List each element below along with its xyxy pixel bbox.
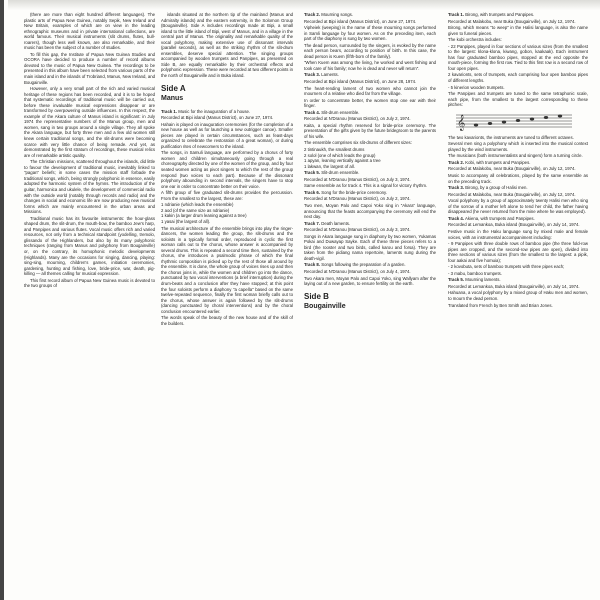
track-text: Recorded at Lemankoa, Buka island (Bougainville), on July 14, 1974.	[448, 283, 580, 289]
track-paragraph	[304, 79, 436, 85]
track-number: Track 1.	[161, 108, 178, 114]
track-paragraph	[448, 264, 588, 270]
track-text: Recorded at N'Dranou (Manus District), on July 3, 1974.	[304, 227, 411, 233]
track-paragraph	[304, 123, 436, 140]
track-text: Kobi, with trumpets and Panpipes.	[464, 159, 531, 165]
track-entry	[448, 185, 588, 191]
track-text: Hahain is played on inauguration ceremonies (for the completion of a new house as well as for launching a new outrigger canoe). Smaller pieces are played in certain circumstances, such as feast-days organized to celebrate the restoration of a great woman), or during purification rites of newcomers to the island.	[161, 121, 293, 149]
track-number: Track 3.	[304, 72, 321, 78]
track-text: The ensemble comprises six slit-drums of different sizes:	[304, 140, 412, 146]
track-paragraph	[161, 315, 293, 326]
track-number: Track 2.	[448, 159, 465, 165]
track-number: Track 4.	[304, 109, 321, 115]
track-text: 2 kavarionts, sets of trumpets, each comprising four open bamboo pipes of different lengths.	[448, 72, 588, 84]
track-entry	[304, 12, 436, 18]
track-number: Track 7.	[304, 220, 321, 226]
track-entry	[304, 221, 436, 227]
track-text: Two men, Moyan Palo and Capoi Yoko sing in "Akara" language, announcing that the feasts accompanying the ceremony will end the next day.	[304, 202, 436, 220]
track-text: Death laments.	[320, 220, 351, 226]
track-text: Songs in Akara language sung in diaphony by two women, Yukamas Pokai and Duwayap Sayke. Each of these three pieces refers to a bird (the rooster and two birds, called karou and forsa). They are taken from the pidiang nama repertoire, laments sung during the death-vigil.	[304, 233, 436, 261]
column-1	[24, 12, 155, 596]
track-paragraph	[304, 147, 436, 169]
side-a-place: Manus	[161, 94, 184, 102]
side-b-heading: Side B	[304, 291, 329, 301]
track-text: Mourning songs.	[320, 12, 353, 17]
track-text: Recorded at Lemankoa, Buka island (Bougainville), on July 14, 1974.	[448, 222, 580, 228]
track-text: - 9 Panpipes with three double rows of bamboo pipe (the three fold-row pipes are cropped, and the second-row pipes are open), divided into three sections of various sizes (from the smallest to the largest: a pipik, four aakai and five homuia);	[448, 241, 588, 263]
track-paragraph	[448, 72, 588, 83]
track-paragraph	[304, 98, 436, 109]
track-text: Recorded at Malakobu, near Buka (Bougainville), on July 12, 1974.	[448, 166, 576, 172]
track-number: Track 4.	[448, 215, 465, 221]
track-paragraph	[448, 241, 588, 263]
track-paragraph	[448, 25, 588, 36]
track-text: Recorded at N'Dranou (Manus District), on July 2, 1974.	[304, 196, 411, 202]
music-staff-icon	[454, 111, 574, 131]
track-paragraph	[448, 192, 588, 198]
track-text: - 5 kinerion wooden trumpets.	[448, 84, 505, 90]
track-entry	[448, 216, 588, 222]
track-text: Recorded at Bipi island (Manus District), on June 27, 1974.	[304, 18, 417, 24]
track-paragraph	[448, 222, 588, 228]
track-number: Track 2.	[304, 12, 321, 17]
track-paragraph	[304, 276, 436, 287]
track-paragraph	[448, 173, 588, 184]
track-text: Recorded at N'Dranou (Manus District), on July 3, 1974.	[304, 176, 411, 182]
track-text: 2 tintinaukh, the smallest drums 2 solol (one of which leads the group) 1 apyan, leaning vertically against a tree 1 lakwan, the largest of all.	[304, 147, 381, 169]
track-paragraph	[304, 25, 436, 42]
svg-text:𝄞: 𝄞	[457, 114, 466, 131]
track-text: The kobi orchestra includes:	[448, 37, 502, 43]
side-b-place: Bougainville	[304, 302, 346, 310]
track-paragraph	[448, 303, 588, 309]
track-paragraph	[448, 198, 588, 215]
track-number: Track 1.	[448, 12, 465, 17]
paragraph: islands situated at the northern tip of the mainland (Manus and Admiralty islands) and the eastern extremity, in the Solomon Group (Bougainville). Side A includes recordings made at Bipi, a small island to the little island of Bipi, west of Manus, and in a village in the central part of Manus. The originality and remarkable quality of the vocal polyphony, making extensive use of dissonant intervals (parallel seconds), as well as the striking rhythm of the slit-drum ensembles, deserve special attention. The singing groups accompanied by wooden trumpets and Panpipes, as presented on Side B, are equally remarkable by their orchestral effects and polyphonic expression. These were recorded at two different points in the north of Bougainville and in Buka island.	[161, 12, 293, 79]
track-text: Birong, with trumpets and Panpipes.	[464, 12, 535, 17]
track-text: Music for the inauguration of a house.	[177, 108, 251, 114]
track-entry	[448, 12, 588, 18]
track-paragraph	[448, 166, 588, 172]
track-paragraph	[448, 135, 588, 141]
column-4	[448, 12, 588, 596]
track-text: Birong, by a group of Halisi men.	[464, 185, 528, 191]
track-text: In order to concentrate better, the women stop one ear with their finger.	[304, 97, 436, 109]
track-paragraph	[448, 290, 588, 301]
track-paragraph	[161, 202, 293, 224]
track-paragraph	[161, 226, 293, 315]
paragraph: However, only a very small part of the rich and varied musical heritage of these regions has been recorded, and it is to be hoped that systematic recordings of traditional music will be carried out, before these invaluable musical expressions disappear or are transformed by overpowering outside influences. In this respect, the example of the Akara culture of Manus island is significant: in July 1974 the representative numbers of the Manus group, men and women, sang in two groups around a single village. They all spoke the Akara language, but forty three men and a few old women still knew certain traditional songs, and the slit-drums were becoming scarce with very little chance of being remade. And yet, as demonstrated by the first stratum of recordings, these musical relics are of remarkable artistic quality.	[24, 86, 155, 158]
track-entry	[448, 160, 588, 166]
track-text: - 22 Panpipes, played in four sections of various sizes (from the smallest to the largest: klona-klona, kiwang, gobon, kaakaak). Each instrument has four graduated bamboo pipes, stopped at the end opposite the mouth-piece, forming the first row. Tied to this first row is a second row of four open pipes.	[448, 43, 588, 71]
track-entry	[304, 262, 436, 268]
track-text: - 3 mabu, bamboo trumpets.	[448, 270, 502, 276]
track-text: Recorded at Bipi island (Manus District), on June 27, 1974.	[161, 115, 274, 121]
track-paragraph	[448, 229, 588, 240]
track-paragraph	[448, 19, 588, 25]
track-text: The heart-rending lament of two women who cannot join the mourners of a relative who died far from the village.	[304, 85, 436, 97]
track-text: Hahuana, a vocal polyphony by a mixed group of Haku men and women, to mourn the dead person.	[448, 290, 588, 301]
track-number: Track 6.	[304, 189, 321, 195]
track-entry	[304, 170, 436, 176]
track-text: The dead person, surrounded by the singers, is evoked by the name each person bears, according to position of birth. In this case, the dead person is Kuem (fifth-born of the family).	[304, 42, 436, 59]
track-text: The musicians (both instrumentalists and singers) form a turning circle.	[448, 153, 583, 159]
track-paragraph	[161, 115, 293, 121]
track-text: Music to accompany all celebrations, played by the same ensemble as on the preceding track.	[448, 173, 588, 184]
track-paragraph	[448, 85, 588, 91]
column-3	[304, 12, 436, 596]
track-text: Vipheiek (weeping) is the name of these mourning songs performed in Samli language by four women. As on the preceding item, each part of the diaphony is sung by two women.	[304, 25, 436, 42]
track-text: Akiena, with trumpets and Panpipes.	[464, 215, 535, 221]
track-paragraph	[161, 190, 293, 201]
track-text: - 2 kovobuta, sets of bamboo trumpets with three pipes each;	[448, 264, 565, 270]
side-a-heading: Side A	[161, 83, 186, 93]
track-paragraph	[304, 183, 436, 189]
track-text: Translated from French by Ben Smith and Brian Jones.	[448, 302, 553, 308]
track-paragraph	[304, 203, 436, 220]
track-text: The songs, in Samuli language, are performed by a chorus of forty women and children simultaneously going through a real choreography directed by one of the women of the group, and by four seated women acting as pivot singers to which the rest of the group respond (two voices to each part). Because of the dissonant polyphony abounding in second intervals, the singers have to stop one ear in order to concentrate better on their voice.	[161, 150, 293, 189]
paragraph: To fill this gap, the Institute of Papua New Guinea Studies and OCORA have decided to produce a number of record albums devoted to the music of Papua New Guinea. The recordings to be presented in this album have been selected from various parts of the main island and in the islands of Trobriand, Manus, New Ireland, and Bougainville.	[24, 51, 155, 85]
track-paragraph	[448, 271, 588, 277]
track-text: Two Akara men, Moyan Palo and Capoi Yoko, sing Wallyam after the laying out of a new garden, to ensure fertility on the earth.	[304, 275, 436, 287]
track-text: The musical architecture of the ensemble brings into play the ringer-dancers, the women leading the group, the slit-drums and the soloists in a typically formal order, reproduced in cyclic the first woman calls out to the chorus, whose answer is accompanied by several drums. This is repeated a second time then, sustained by the chorus, she introduces a psalmodic phrase of which the final rhythmic composition is picked up by the rest of those all around by the ensemble. It is done, the whole group of voices rises up and then the chorus joins in, while the women and children go into the dance, punctuated by two vocal interventions (a brief interruption) during the drum-beats and a conclusion after they have stopped; at this point the four soloists perform a diaphony "a capella" based on the same twelve-repeated sequence, finally the first woman briefly calls out to the chorus, whose answer is again followed by the slit-drums (dancing punctuated by choral interventions) and by the choral conclusion encountered earlier.	[161, 225, 293, 314]
track-text: The words speak of the beauty of the new house and of the skill of the builders.	[161, 315, 293, 326]
track-text: Festive music in the Haku language sung by mixed male and female voices, with an instrumental accompaniment including:	[448, 228, 588, 240]
paragraph: The Christian missions, scattered throughout the islands, did little to favour the development of traditional music, inevitably linked to "pagan" beliefs; in some cases the mission staff forbade the traditional songs, which, being strongly polyphonic in essence, easily adopted the harmonic system of the hymns. The introduction of the guitar, harmonica and ukulele, the development of commercial radio with the outside world (notably through records and radio) and the changes in social and economic life are now producing new musical forms which are mainly encountered in the urban areas and Missions.	[24, 159, 155, 215]
track-paragraph	[304, 43, 436, 60]
track-text: The Panpipes and trumpets are tuned to the same tetraphonic scale, each pipe, from the smallest to the largest corresponding to these pitches:	[448, 91, 588, 108]
track-paragraph	[304, 196, 436, 202]
track-text: Recorded at Bipi island (Manus District), on June 28, 1974.	[304, 79, 417, 85]
track-text: The two kavarionts, the instruments are tuned to different octaves.	[448, 134, 574, 140]
track-text: Mourning laments.	[464, 277, 501, 283]
track-paragraph	[304, 269, 436, 275]
track-paragraph	[304, 60, 436, 71]
track-number: Track 8.	[304, 262, 321, 268]
track-paragraph	[448, 91, 588, 108]
track-paragraph	[304, 234, 436, 262]
paragraph: Traditional music has its favourite instruments: the hour-glass shaped drum, the slit-drum, the mouth-bow, the bamboo Jew's harp, and Panpipes and various flutes. Vocal music offers rich and varied resources, not only from a technical standpoint (yodelling, tremolo, glissando of the Highlanders, but also by its many polyphonic techniques (ranging from Manus and polyphony from Bougainville) or, on the contrary, its homophonic melodic developments (Highlands). Many are the occasions for singing, dancing, playing: sing-sing, mourning, children's games, initiation ceremonies, gardening, hunting and fishing, love, bride-price, war, death, pig-killing — all themes calling for musical expression.	[24, 215, 155, 277]
track-text: Recorded at Malakobu, near Buka (Bougainville), on July 12, 1974.	[448, 18, 576, 24]
track-number: Track 3.	[448, 185, 465, 191]
paragraph: (there are more than eight hundred different languages). The plastic arts of Papua New Guinea, notably Sepik, New Ireland and New Britain, examples of which are on view in the leading ethnographic museums and in private international collections, are world famous. Their musical instruments (slit drums, flutes, bull-roarers), though less well known, are also remarkable, and their music has been the subject of a number of studies.	[24, 12, 155, 51]
track-text: Recorded at Malakobu, near Buka (Bougainville), on July 12, 1974.	[448, 191, 576, 197]
track-paragraph	[304, 177, 436, 183]
track-entry	[304, 110, 436, 116]
track-number: Track 5.	[448, 277, 465, 283]
track-text: Birong, which means "to weep" in the Halisi language, is also the name given to funeral pieces.	[448, 25, 588, 36]
top-edge-shadow	[8, 0, 600, 10]
track-entry	[304, 72, 436, 78]
track-text: 1 ndrianie (which leads the ensemble) 2 aod (of the same size as ndrianie) 1 kakin (a larger drum leaning against a tree) 1 yasai (the largest of all).	[161, 202, 247, 224]
track-paragraph	[448, 153, 588, 159]
track-text: Kaita, a special rhythm reserved for bride-price ceremony. The presentation of the gifts given by the future bridegroom to the parents of his wife.	[304, 122, 436, 139]
track-paragraph	[304, 227, 436, 233]
track-paragraph	[304, 140, 436, 146]
paragraph: This first record album of Papua New Guinea music is devoted to the two groups of	[24, 277, 155, 289]
track-paragraph	[161, 150, 293, 189]
track-text: Slit-drum ensemble.	[320, 170, 360, 176]
track-paragraph	[448, 284, 588, 290]
track-text: A fifth group of five graduated slit-drums provides the percussion. From the smallest to the largest, these are:	[161, 190, 293, 201]
track-entry	[161, 109, 293, 115]
track-text: Slit-drum ensemble.	[320, 109, 360, 115]
track-entry	[304, 190, 436, 196]
track-paragraph	[304, 86, 436, 97]
track-text: Several men sing a polyphony which is inserted into the musical context played by the wind instruments.	[448, 141, 588, 152]
track-paragraph	[304, 19, 436, 25]
track-text: Recorded at N'Dranou (Manus District), on July 4, 1974.	[304, 268, 411, 274]
column-2	[161, 12, 293, 596]
track-paragraph	[448, 37, 588, 43]
track-paragraph	[304, 116, 436, 122]
track-text: "When Kuem was among the living, he worked and went fishing and took care of his family; now he is dead and never will return".	[304, 60, 436, 71]
track-text: Recorded at N'Dranou (Manus District), on July 2, 1974.	[304, 116, 411, 122]
track-paragraph	[161, 122, 293, 150]
track-text: Vocal polyphony by a group of approximately twenty Halisi men who sing of the sorrow of a mother left alone to tend her child, the father having disappeared (he never returned from the mine where he was employed).	[448, 198, 588, 215]
track-text: Same ensemble as for track 4. This is a signal for victory rhythm.	[304, 183, 428, 189]
track-number: Track 5.	[304, 170, 321, 176]
track-text: Songs following the preparation of a garden.	[320, 262, 406, 268]
track-paragraph	[448, 141, 588, 152]
track-text: Song for the bride-price ceremony.	[320, 189, 388, 195]
track-paragraph	[448, 44, 588, 72]
track-entry	[448, 277, 588, 283]
track-text: Laments.	[320, 72, 339, 78]
